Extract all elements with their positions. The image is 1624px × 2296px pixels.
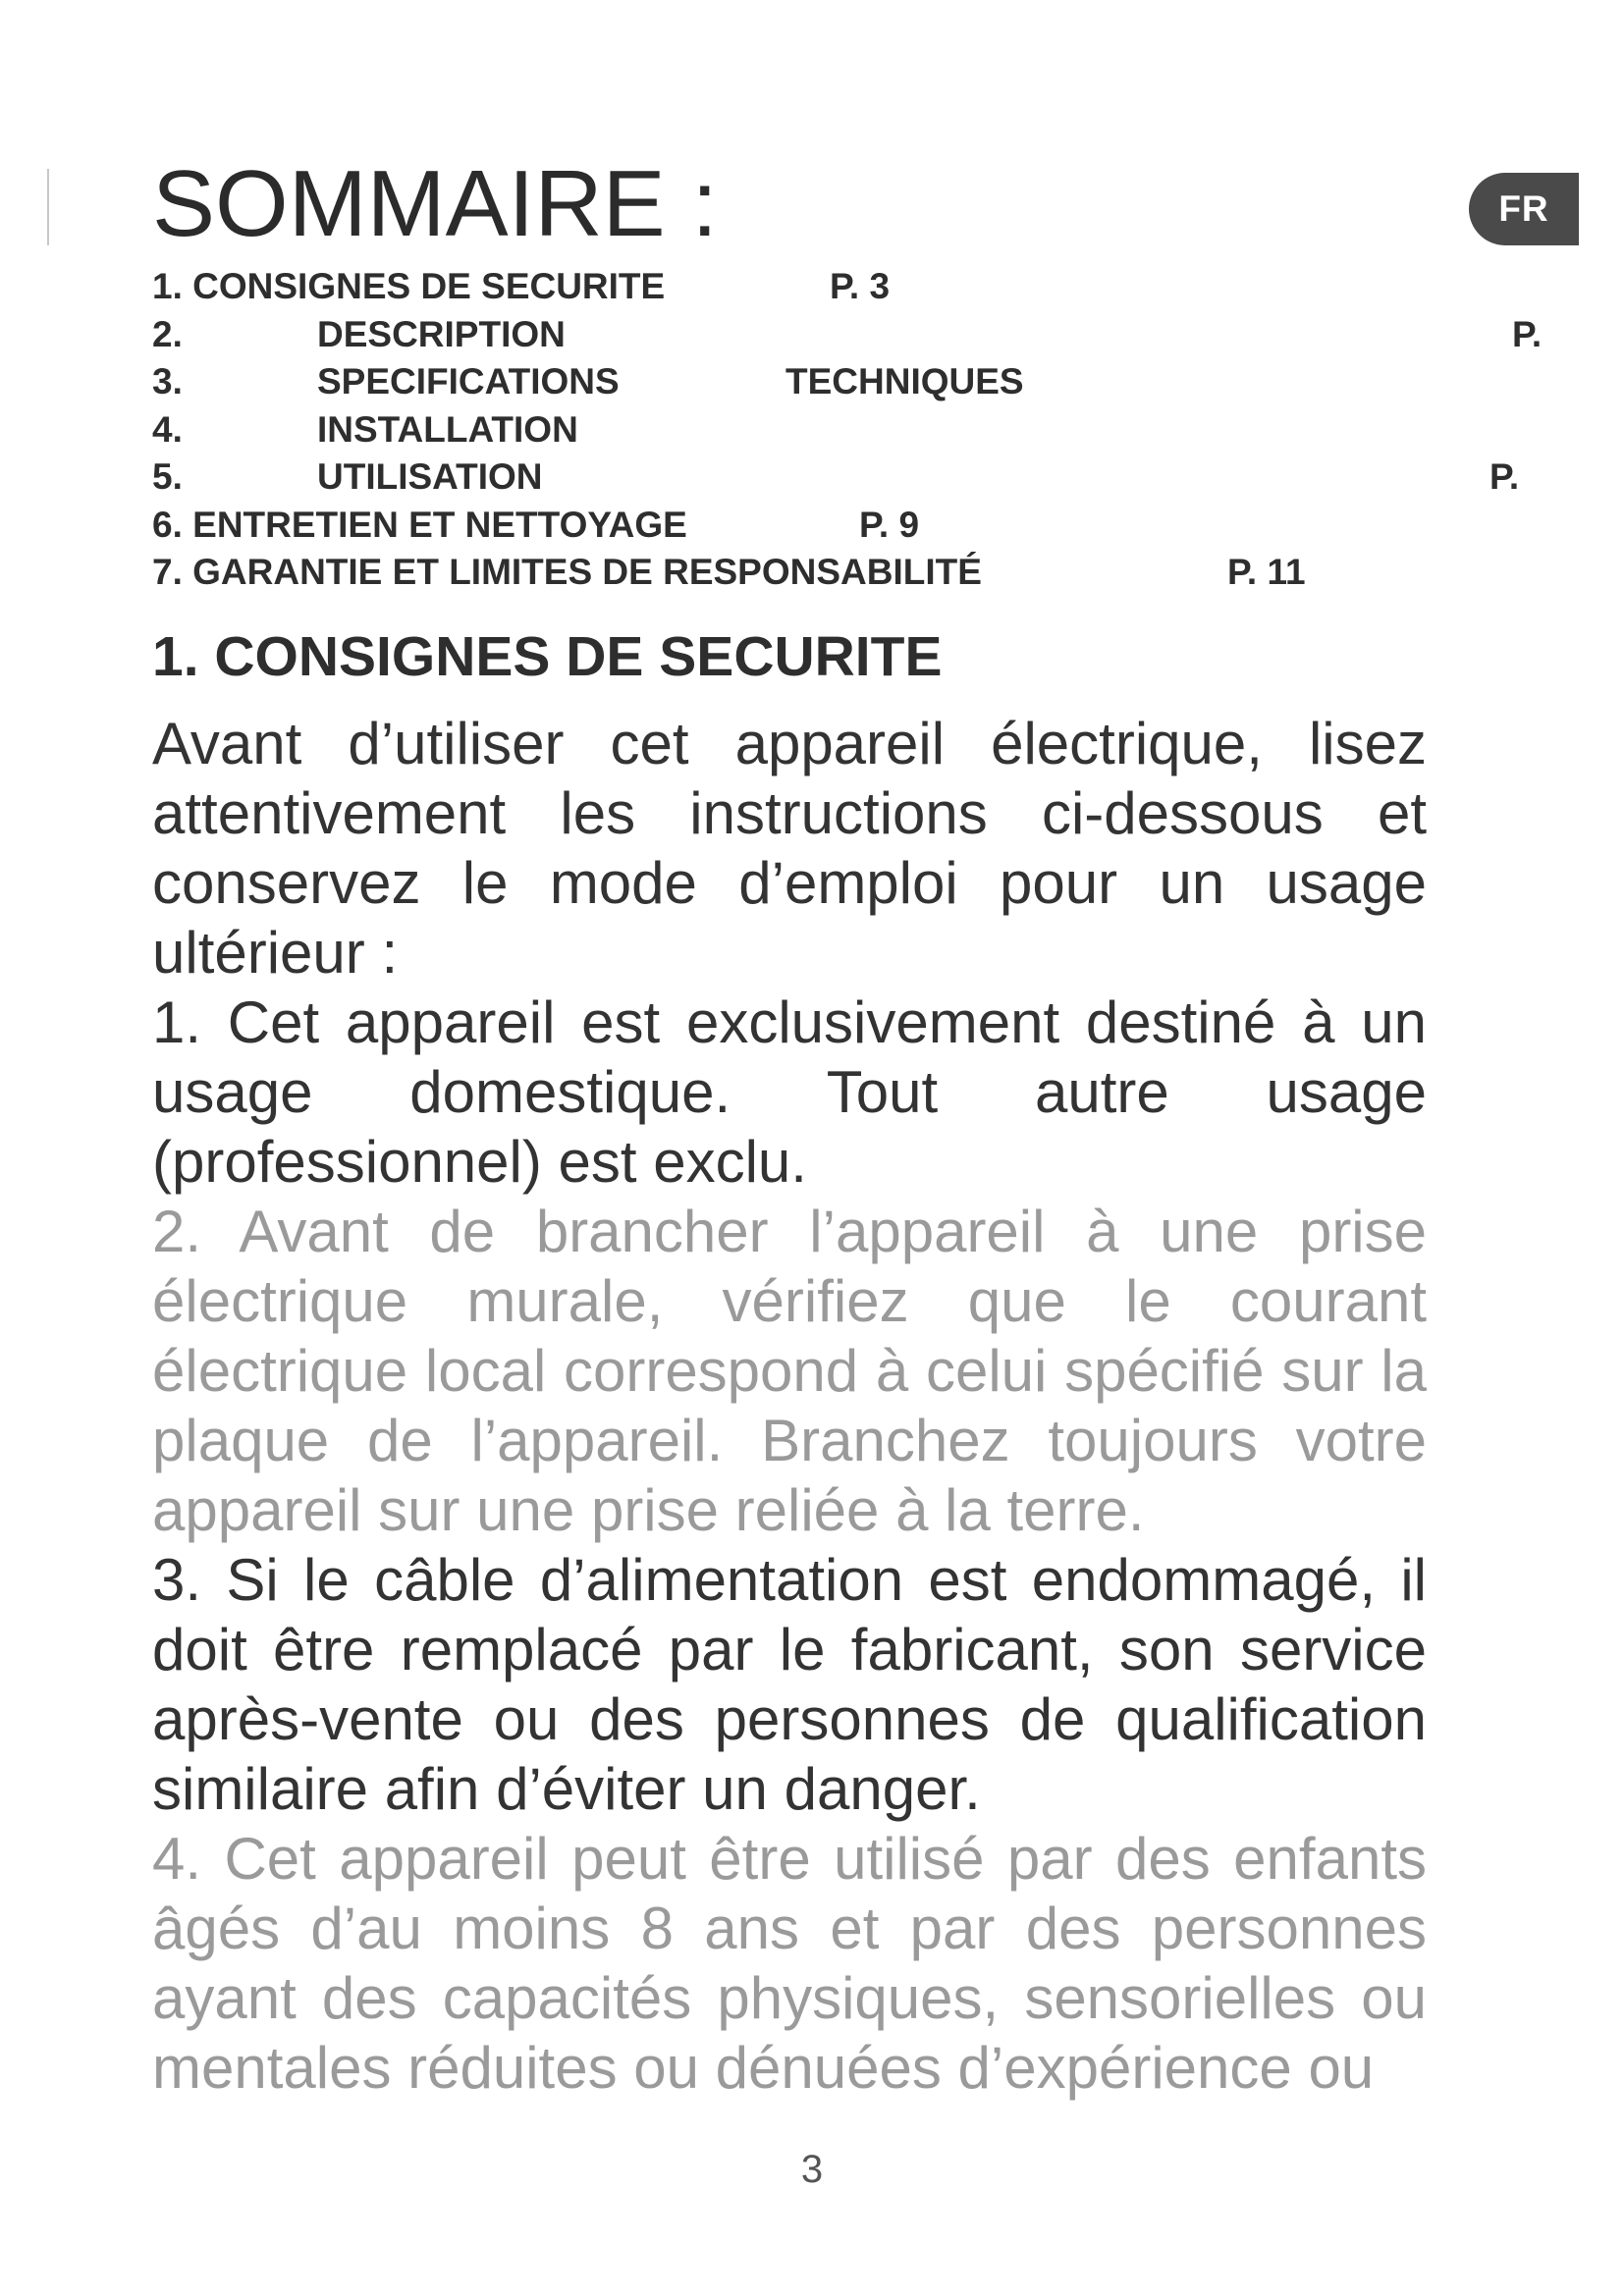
toc-item-4 bbox=[152, 406, 1586, 454]
toc-item-6-page: P. 9 bbox=[859, 504, 920, 545]
toc-item-5-page: P. bbox=[1489, 456, 1520, 497]
instruction-3: 3. Si le câble d’alimentation est endommagé, il doit être remplacé par le fabricant, son service après-vente ou des personnes de qualification similaire afin d’éviter un danger. bbox=[152, 1547, 1427, 1822]
safety-instructions bbox=[152, 709, 1427, 2103]
toc-item-1-page: P. 3 bbox=[830, 266, 891, 306]
toc-item-3-label: SPECIFICATIONS bbox=[317, 361, 620, 401]
page-number: 3 bbox=[800, 2148, 824, 2191]
instruction-2: 2. Avant de brancher l’appareil à une prise électrique murale, vérifiez que le courant électrique local correspond à celui spécifié sur la plaque de l’appareil. Branchez toujours votre appareil sur une prise reliée à la terre. bbox=[152, 1199, 1427, 1543]
instruction-4: 4. Cet appareil peut être utilisé par des enfants âgés d’au moins 8 ans et par des personnes ayant des capacités physiques, sensorielles ou mentales réduites ou dénuées d’expérience ou bbox=[152, 1826, 1427, 2101]
toc-item-7 bbox=[152, 549, 1586, 597]
toc-item-6-text: 6. ENTRETIEN ET NETTOYAGE bbox=[152, 504, 687, 545]
toc-item-5 bbox=[152, 454, 1586, 502]
toc-item-7-page: P. 11 bbox=[1227, 552, 1306, 592]
toc-item-2 bbox=[152, 311, 1586, 359]
margin-rule bbox=[47, 169, 49, 245]
page-title: SOMMAIRE : bbox=[152, 151, 719, 256]
toc-item-2-number: 2. bbox=[152, 313, 183, 354]
table-of-contents bbox=[152, 263, 1586, 597]
toc-item-3-extra: TECHNIQUES bbox=[785, 361, 1024, 401]
language-badge: FR bbox=[1469, 173, 1579, 245]
toc-item-7-text: 7. GARANTIE ET LIMITES DE RESPONSABILITÉ bbox=[152, 552, 982, 592]
toc-item-5-label: UTILISATION bbox=[317, 456, 543, 497]
toc-item-2-label: DESCRIPTION bbox=[317, 313, 566, 354]
toc-item-1-text: 1. CONSIGNES DE SECURITE bbox=[152, 266, 666, 306]
toc-item-4-number: 4. bbox=[152, 408, 183, 450]
instruction-1: 1. Cet appareil est exclusivement destiné à un usage domestique. Tout autre usage (professionnel) est exclu. bbox=[152, 989, 1427, 1195]
toc-item-1 bbox=[152, 263, 1586, 311]
intro-paragraph: Avant d’utiliser cet appareil électrique, lisez attentivement les instructions ci-dessous et conservez le mode d’emploi pour un usage ultérieur : bbox=[152, 711, 1427, 986]
section-heading: 1. CONSIGNES DE SECURITE bbox=[152, 625, 943, 688]
toc-item-3-number: 3. bbox=[152, 361, 183, 401]
toc-item-5-number: 5. bbox=[152, 456, 183, 497]
toc-item-6 bbox=[152, 502, 1586, 550]
toc-item-3 bbox=[152, 358, 1586, 406]
toc-item-4-label: INSTALLATION bbox=[317, 408, 578, 450]
toc-item-2-page: P. bbox=[1512, 313, 1543, 354]
